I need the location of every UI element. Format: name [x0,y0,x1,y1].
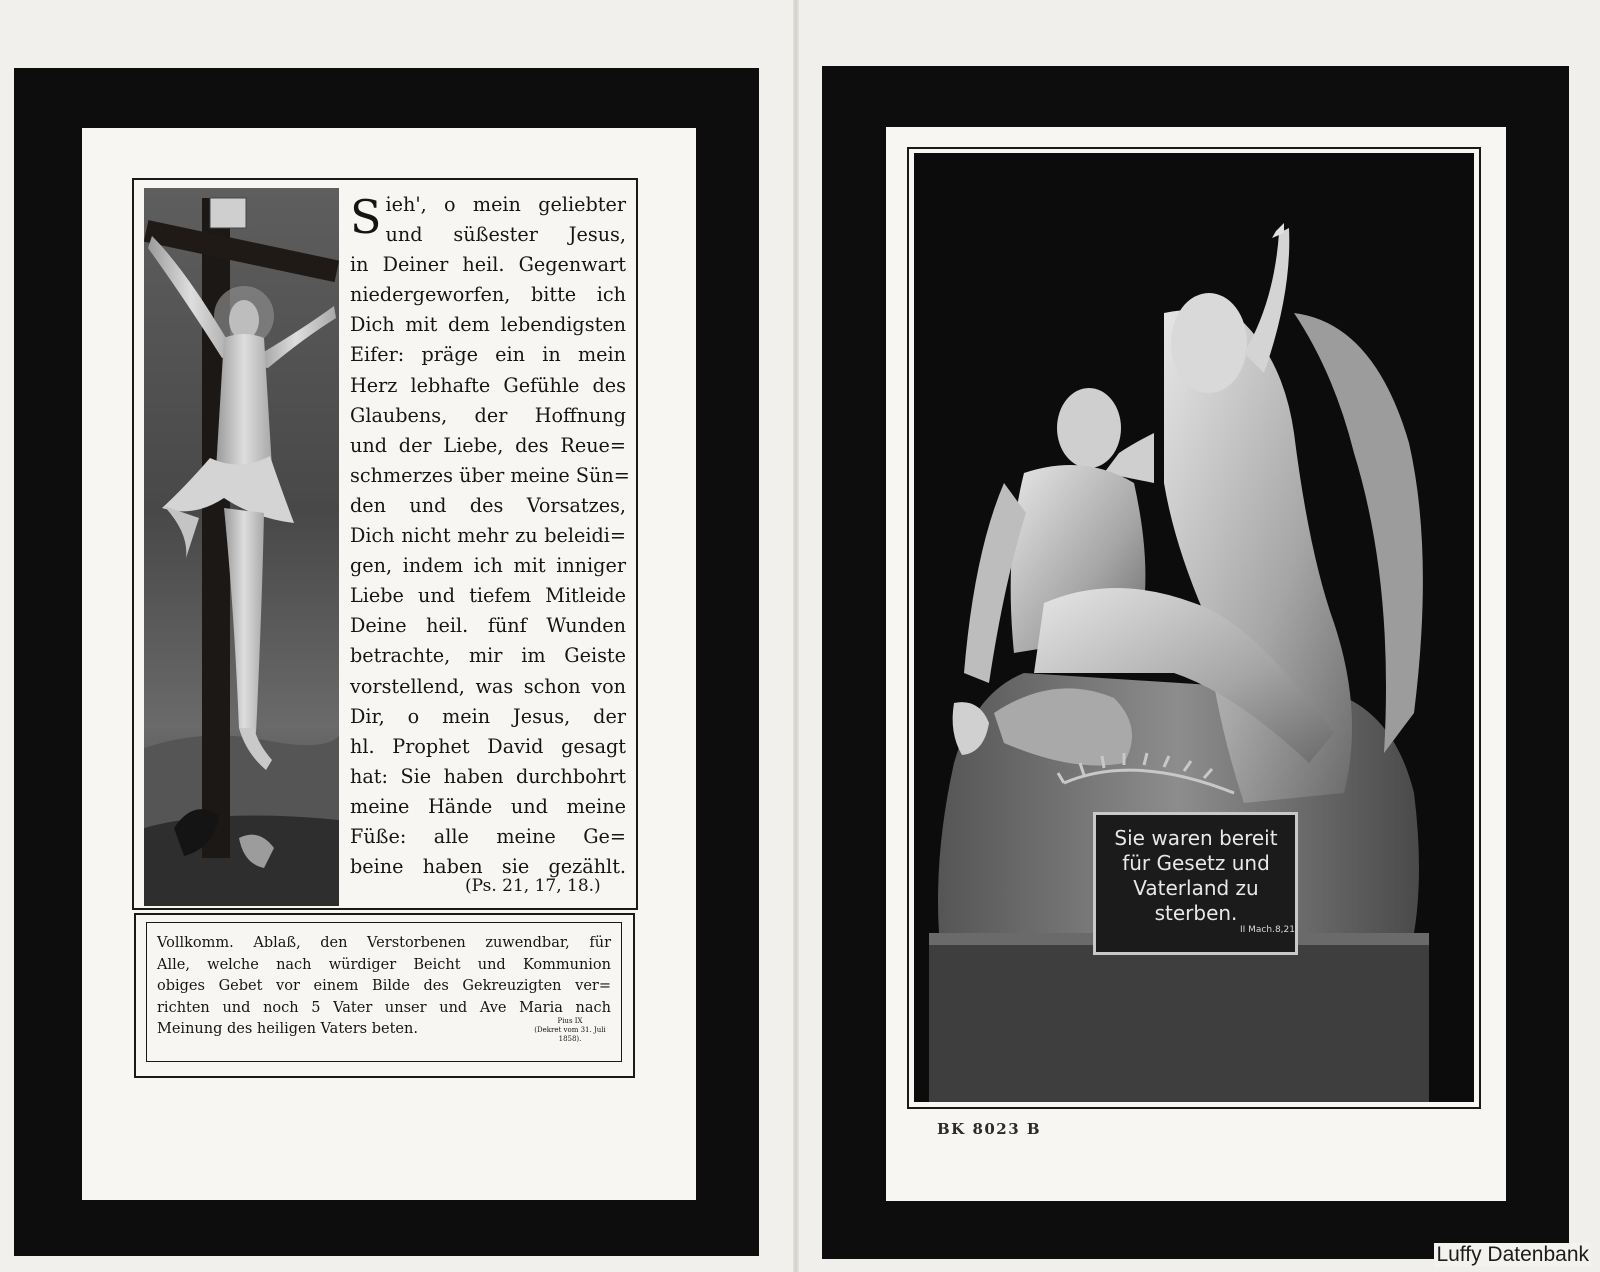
plaque-line: für Gesetz und [1122,851,1270,875]
prayer-line: beine haben sie gezählt. [350,855,626,879]
prayer-line: niedergeworfen, bitte ich [350,283,626,307]
prayer-dropcap: S [350,190,382,244]
prayer-line: betrachte, mir im Geiste [350,644,626,668]
indulgence-line: Meinung des heiligen Vaters beten. [157,1021,418,1037]
memorial-sculpture-image [914,153,1474,1102]
plaque-line: sterben. [1154,901,1238,925]
plaque-line: Vaterland zu [1133,876,1259,900]
pius-label: Pius IX [557,1017,583,1025]
psalm-reference: (Ps. 21, 17, 18.) [465,876,601,896]
plaque-inscription [1100,826,1292,926]
prayer-line: schmerzes über meine Sün= [350,463,630,487]
prayer-line: Dich mit dem lebendigsten [350,313,626,337]
prayer-line: den und des Vorsatzes, [350,493,626,517]
prayer-line: gen, indem ich mit inniger [350,554,626,578]
indulgence-line: Alle, welche nach würdiger Beicht und Kommunion [157,956,611,973]
prayer-line: Dich nicht mehr zu beleidi= [350,524,626,548]
prayer-line: und süßester Jesus, [385,223,626,247]
prayer-line: vorstellend, was schon von [350,674,626,698]
prayer-line: hat: Sie haben durchbohrt [350,764,626,788]
prayer-line: hl. Prophet David gesagt [350,734,626,758]
plaque-reference: II Mach.8,21 [1239,925,1295,935]
indulgence-line: obiges Gebet vor einem Bilde des Gekreuzigten ver= [157,978,611,994]
prayer-line: meine Hände und meine [350,794,626,818]
prayer-line: Herz lebhafte Gefühle des [350,373,626,397]
prayer-line: Liebe und tiefem Mitleide [350,584,626,608]
indulgence-line: richten und noch 5 Vater unser und Ave Maria nach [157,999,611,1016]
indulgence-line: Vollkomm. Ablaß, den Verstorbenen zuwendbar, für [157,935,611,951]
prayer-line: Glaubens, der Hoffnung [350,403,626,427]
card-fold [793,0,799,1272]
plaque-line: Sie waren bereit [1114,826,1278,850]
print-code: BK 8023 B [937,1120,1042,1138]
decree-note [530,1017,610,1044]
crucifixion-image [144,188,339,906]
prayer-line: Eifer: präge ein in mein [350,343,626,367]
prayer-text [350,190,630,879]
prayer-line: Deine heil. fünf Wunden [350,614,626,638]
decree-date: (Dekret vom 31. Juli 1858). [534,1026,606,1043]
prayer-line: Füße: alle meine Ge= [350,824,626,848]
prayer-line: Dir, o mein Jesus, der [350,704,626,728]
watermark: Luffy Datenbank [1436,1243,1589,1266]
prayer-line: ieh', o mein geliebter [385,193,626,216]
prayer-line: in Deiner heil. Gegenwart [350,253,626,277]
prayer-line: und der Liebe, des Reue= [350,433,626,457]
